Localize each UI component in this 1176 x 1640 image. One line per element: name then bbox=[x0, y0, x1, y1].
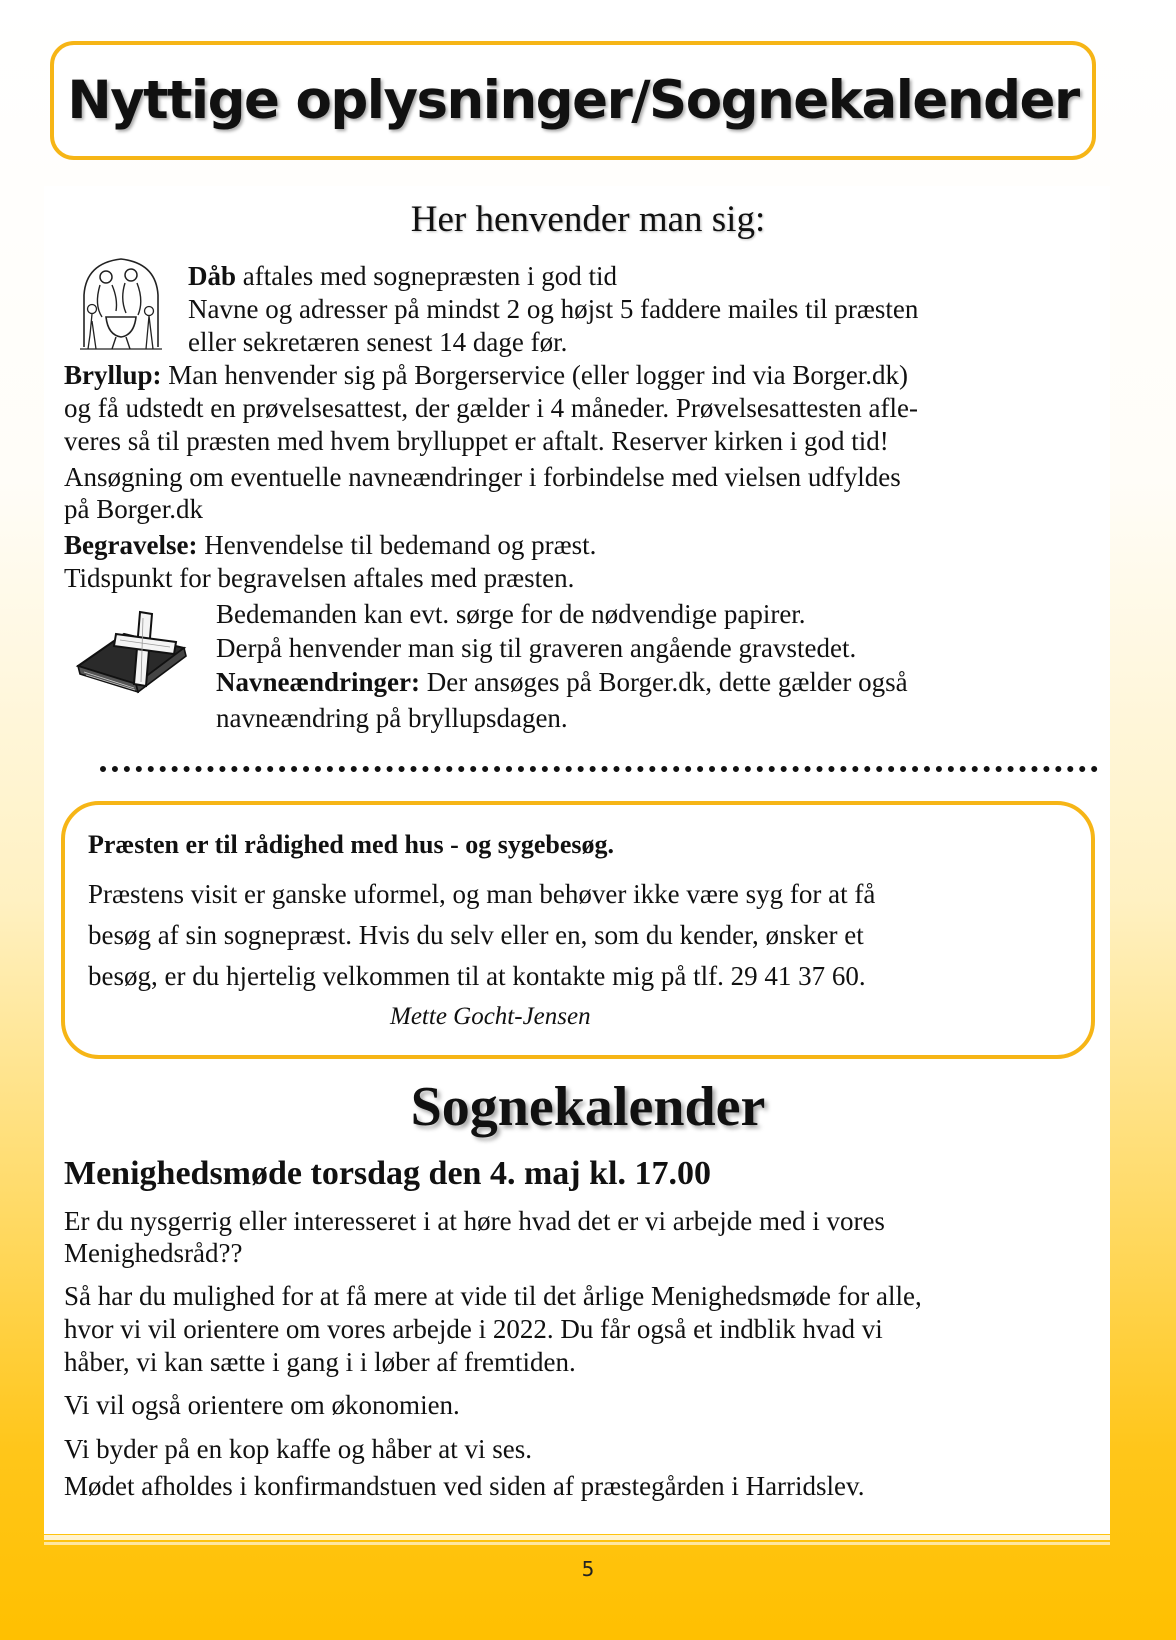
event-title: Menighedsmøde torsdag den 4. maj kl. 17.00 bbox=[64, 1155, 711, 1192]
navne-label: Navneændringer: bbox=[216, 667, 420, 697]
bryllup-line4: Ansøgning om eventuelle navneændringer i forbindelse med vielsen udfyldes bbox=[64, 462, 901, 492]
event-p2-line2: hvor vi vil orientere om vores arbejde i 2022. Du får også et indblik hvad vi bbox=[64, 1314, 883, 1344]
visit-line3: besøg, er du hjertelig velkommen til at kontakte mig på tlf. 29 41 37 60. bbox=[88, 961, 866, 991]
event-p3: Vi vil også orientere om økonomien. bbox=[64, 1390, 460, 1420]
bryllup-line3: veres så til præsten med hvem brylluppet er aftalt. Reserver kirken i god tid! bbox=[64, 426, 889, 456]
bible-cross-icon bbox=[72, 604, 196, 696]
event-p2-line1: Så har du mulighed for at få mere at vide til det årlige Menighedsmøde for alle, bbox=[64, 1281, 922, 1311]
event-p1-line2: Menighedsråd?? bbox=[64, 1238, 243, 1268]
begravelse-line1: Begravelse: Henvendelse til bedemand og præst. bbox=[64, 530, 597, 560]
begravelse-line4: Derpå henvender man sig til graveren angående gravstedet. bbox=[216, 633, 857, 663]
navne-line2: navneændring på bryllupsdagen. bbox=[216, 703, 568, 733]
daab-label: Dåb bbox=[188, 261, 237, 291]
dotted-divider bbox=[100, 766, 1098, 772]
event-p2-line3: håber, vi kan sætte i gang i i løber af fremtiden. bbox=[64, 1347, 576, 1377]
bryllup-line1: Bryllup: Man henvender sig på Borgerservice (eller logger ind via Borger.dk) bbox=[64, 360, 909, 390]
daab-line2: Navne og adresser på mindst 2 og højst 5 faddere mailes til præsten bbox=[188, 294, 919, 324]
begravelse-label: Begravelse: bbox=[64, 530, 198, 560]
event-p4: Vi byder på en kop kaffe og håber at vi ses. bbox=[64, 1434, 532, 1464]
navne-line1: Navneændringer: Der ansøges på Borger.dk, dette gælder også bbox=[216, 667, 908, 697]
bryllup-label: Bryllup: bbox=[64, 360, 162, 390]
contact-heading: Her henvender man sig: bbox=[410, 199, 766, 240]
begravelse-line3: Bedemanden kan evt. sørge for de nødvendige papirer. bbox=[216, 599, 806, 629]
daab-line3: eller sekretæren senest 14 dage før. bbox=[188, 327, 568, 357]
visit-line2: besøg af sin sognepræst. Hvis du selv eller en, som du kender, ønsker et bbox=[88, 920, 864, 950]
calendar-heading: Sognekalender bbox=[410, 1076, 766, 1138]
bryllup-line2: og få udstedt en prøvelsesattest, der gælder i 4 måneder. Prøvelsesattesten afle- bbox=[64, 393, 918, 423]
visit-signature: Mette Gocht-Jensen bbox=[390, 1003, 591, 1030]
baptism-illustration-icon bbox=[76, 255, 166, 351]
page-title: Nyttige oplysninger/Sognekalender bbox=[67, 70, 1079, 131]
event-p5: Mødet afholdes i konfirmandstuen ved siden af præstegården i Harridslev. bbox=[64, 1471, 865, 1501]
panel-bottom-line bbox=[44, 1535, 1110, 1540]
bryllup-line5: på Borger.dk bbox=[64, 494, 203, 524]
daab-line1: Dåb aftales med sognepræsten i god tid bbox=[188, 261, 617, 291]
visit-line1: Præstens visit er ganske uformel, og man behøver ikke være syg for at få bbox=[88, 879, 876, 909]
page-number: 5 bbox=[581, 1557, 595, 1581]
panel-bottom-line-2 bbox=[44, 1542, 1110, 1545]
title-box bbox=[50, 41, 1096, 160]
event-p1-line1: Er du nysgerrig eller interesseret i at høre hvad det er vi arbejde med i vores bbox=[64, 1206, 885, 1236]
visit-heading: Præsten er til rådighed med hus - og sygebesøg. bbox=[88, 830, 615, 859]
begravelse-line2: Tidspunkt for begravelsen aftales med præsten. bbox=[64, 563, 575, 593]
